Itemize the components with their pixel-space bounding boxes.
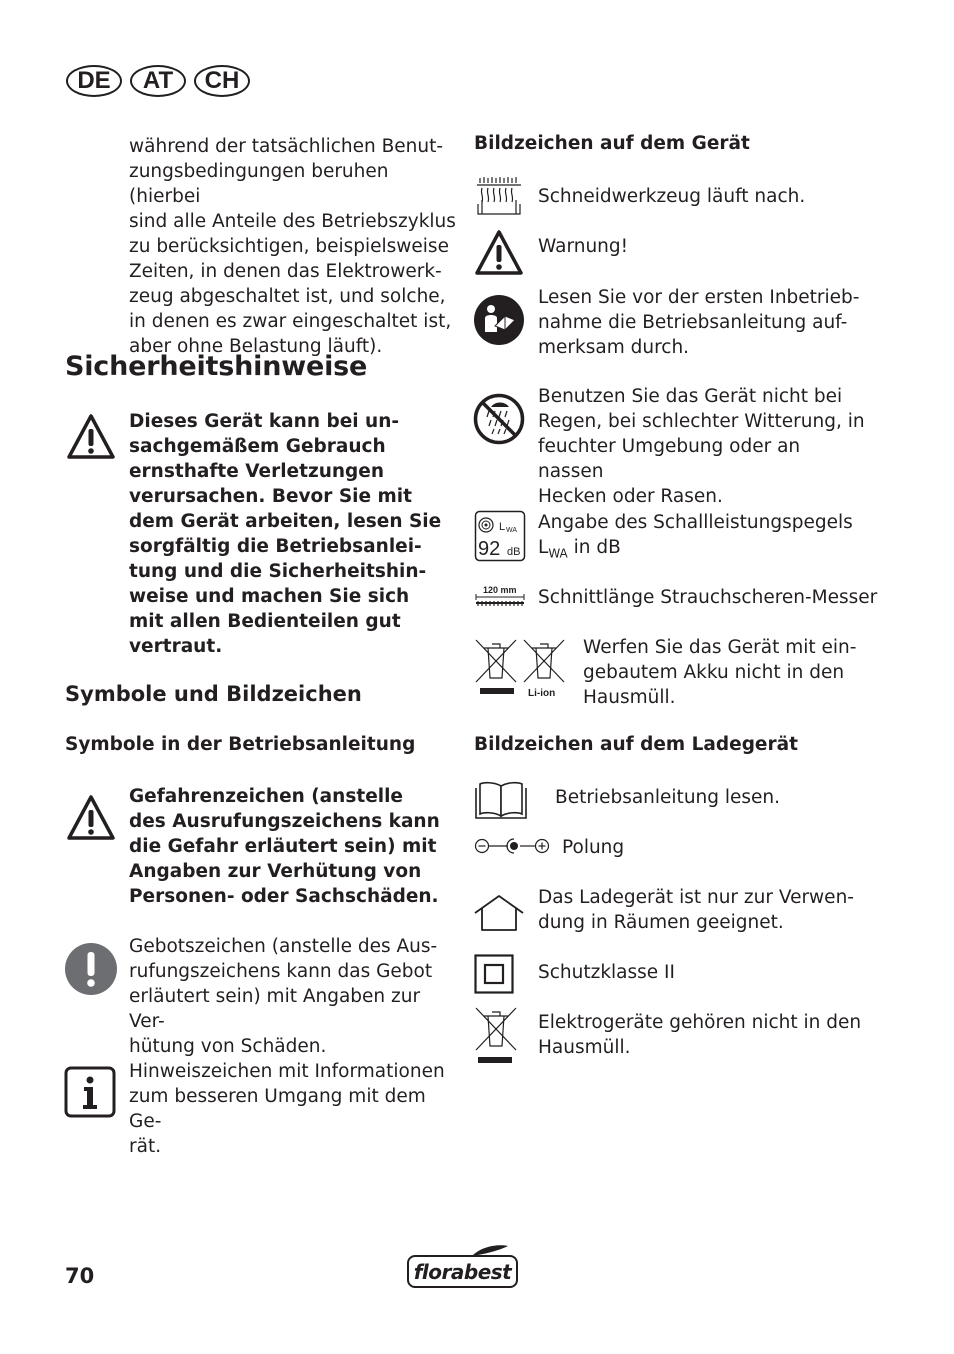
- info-sign-text: Hinweiszeichen mit Informationen zum besseren Umgang mit dem Ge- rät.: [129, 1061, 445, 1157]
- lwa-icon-subscript: WA: [506, 527, 518, 534]
- country-badge-de: DE: [66, 65, 122, 97]
- no-rain-text: Benutzen Sie das Gerät nicht bei Regen, bei schlechter Witterung, in feuchter Umgebung oder an nassen Hecken oder Rasen.: [538, 386, 865, 507]
- battery-disposal-icon: [474, 638, 570, 702]
- country-badge-at: AT: [130, 65, 186, 97]
- charger-read-manual-text: Betriebsanleitung lesen.: [555, 787, 781, 808]
- symbols-title: Symbole und Bildzeichen: [65, 682, 362, 706]
- read-manual-text: Lesen Sie vor der ersten Inbetrieb- nahme die Betriebsanleitung auf- merksam durch.: [538, 287, 860, 358]
- florabest-logo: florabest: [407, 1255, 518, 1288]
- lwa-subscript: WA: [548, 546, 568, 561]
- no-rain-icon: [473, 393, 525, 445]
- section-title-safety: Sicherheitshinweise: [65, 351, 368, 382]
- weee-text: Elektrogeräte gehören nicht in den Hausmüll.: [538, 1012, 862, 1058]
- protection-class-2-icon: [474, 954, 514, 994]
- warning-triangle-icon: [66, 413, 116, 461]
- db-unit-suffix: in dB: [567, 537, 621, 558]
- danger-sign-text: Gefahrenzeichen (anstelle des Ausrufungszeichens kann die Gefahr erläutert sein) mit Angaben zur Verhütung von Personen- oder Sachschäden.: [129, 786, 440, 907]
- blade-coasting-icon: [474, 174, 524, 218]
- country-badge-ch: CH: [194, 65, 250, 97]
- weee-bin-icon: [474, 1006, 518, 1066]
- page-number: 70: [65, 1264, 95, 1288]
- battery-disposal-text: Werfen Sie das Gerät mit ein- gebautem Akku nicht in den Hausmüll.: [583, 637, 857, 708]
- sound-level-text-line2: [538, 535, 621, 567]
- danger-triangle-icon: [66, 794, 116, 842]
- lwa-symbol: L: [538, 537, 549, 558]
- li-ion-label: Li-ion: [528, 688, 556, 699]
- charger-symbols-title: Bildzeichen auf dem Ladegerät: [474, 734, 798, 755]
- device-warning-icon: [474, 229, 524, 277]
- sound-level-text-line1: Angabe des Schallleistungspegels: [538, 512, 853, 533]
- read-manual-icon: [473, 294, 525, 346]
- device-warning-text: Warnung!: [538, 236, 629, 257]
- db-unit-label: dB: [507, 546, 521, 558]
- indoor-use-icon: [473, 893, 525, 933]
- blade-coasting-text: Schneidwerkzeug läuft nach.: [538, 186, 806, 207]
- protection-class-text: Schutzklasse II: [538, 962, 675, 983]
- manual-symbols-title: Symbole in der Betriebsanleitung: [65, 734, 416, 755]
- manual-book-icon: [474, 780, 528, 820]
- mandatory-sign-icon: [64, 942, 118, 996]
- intro-paragraph: während der tatsächlichen Benut- zungsbedingungen beruhen (hierbei sind alle Anteile des Betriebszyklus zu berücksichtigen, beispielsweise Zeiten, in denen das Elektrowerk- zeug abgeschaltet ist, und solche, in denen es zwar eingeschaltet ist, aber ohne Belastung läuft).: [129, 136, 456, 357]
- polarity-icon: [474, 836, 554, 856]
- info-sign-icon: [64, 1066, 116, 1118]
- sound-level-icon: [474, 510, 526, 562]
- lwa-icon-label: L: [499, 521, 506, 533]
- polarity-text: Polung: [562, 837, 625, 858]
- device-symbols-title: Bildzeichen auf dem Gerät: [474, 133, 750, 154]
- db-value-label: 92: [478, 538, 501, 560]
- indoor-use-text: Das Ladegerät ist nur zur Verwen- dung in Räumen geeignet.: [538, 887, 854, 933]
- cut-length-mm-label: 120 mm: [483, 585, 517, 595]
- cut-length-text: Schnittlänge Strauchscheren-Messer: [538, 587, 878, 608]
- cut-length-icon: [474, 584, 526, 612]
- mandatory-sign-text: Gebotszeichen (anstelle des Aus- rufungszeichens kann das Gebot erläutert sein) mit Angaben zur Ver- hütung von Schäden.: [129, 936, 438, 1057]
- safety-warning-text: Dieses Gerät kann bei un- sachgemäßem Gebrauch ernsthafte Verletzungen verursachen. Bevor Sie mit dem Gerät arbeiten, lesen Sie sorgfältig die Betriebsanlei- tung und die Sicherheitshin- weise und machen Sie sich mit allen Bedienteilen gut vertraut.: [129, 411, 442, 657]
